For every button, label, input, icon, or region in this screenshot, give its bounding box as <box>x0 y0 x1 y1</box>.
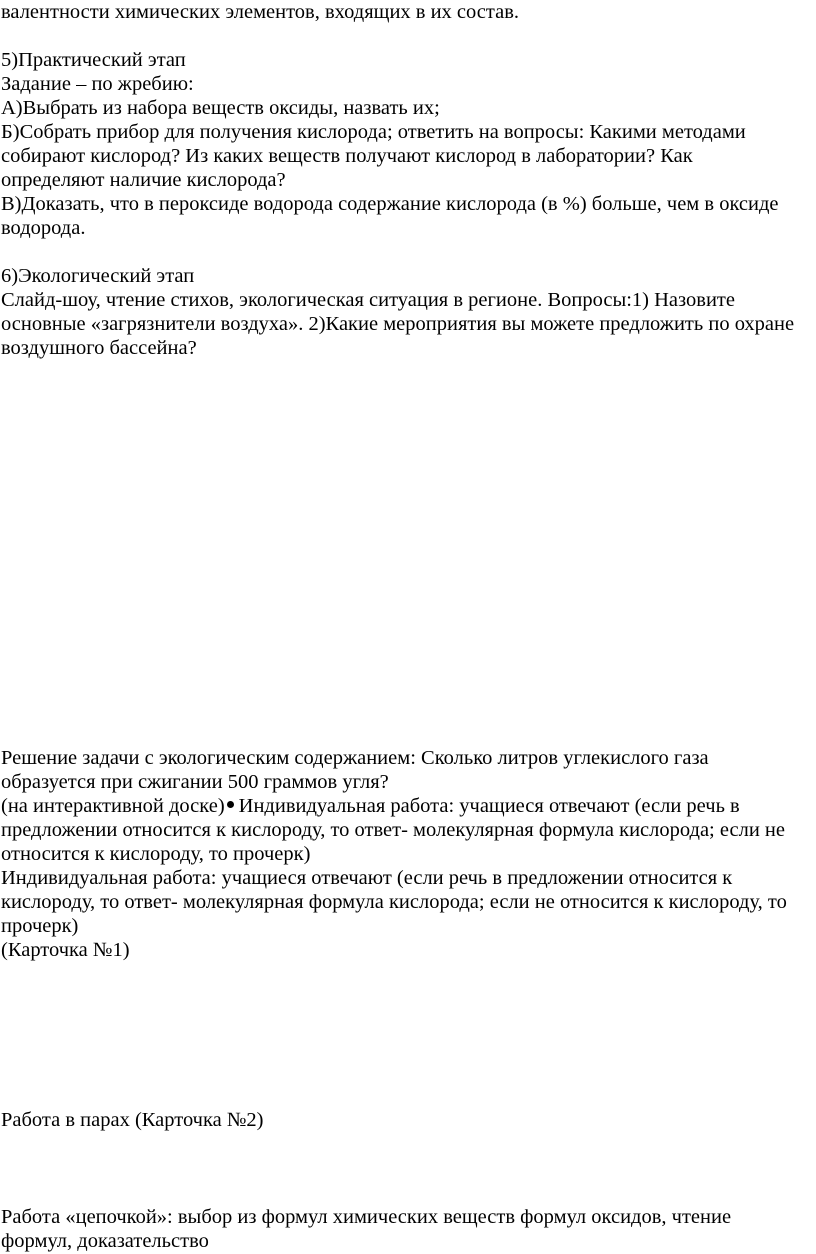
text-line: валентности химических элементов, входящих в их состав. <box>1 1 520 23</box>
text-line: Работа в парах (Карточка №2) <box>1 1109 264 1131</box>
text-line: Индивидуальная работа: учащиеся отвечают (если речь в предложении относится к <box>1 867 733 889</box>
text-line: В)Доказать, что в пероксиде водорода содержание кислорода (в %) больше, чем в оксиде <box>1 193 779 215</box>
text-line: кислороду, то ответ- молекулярная формула кислорода; если не относится к кислороду, то <box>1 891 787 913</box>
section-heading: 5)Практический этап <box>1 49 186 71</box>
text-line: воздушного бассейна? <box>1 337 197 359</box>
text-line: Решение задачи с экологическим содержанием: Сколько литров углекислого газа <box>1 747 709 769</box>
text-line: собирают кислород? Из каких веществ получают кислород в лаборатории? Как <box>1 145 693 167</box>
text-line: А)Выбрать из набора веществ оксиды, назвать их; <box>1 97 440 119</box>
text-line: Работа «цепочкой»: выбор из формул химических веществ формул оксидов, чтение <box>1 1206 732 1228</box>
bullet-icon <box>227 801 234 808</box>
text-line: определяют наличие кислорода? <box>1 169 286 191</box>
text-line: предложении относится к кислороду, то ответ- молекулярная формула кислорода; если не <box>1 819 785 841</box>
text-line: прочерк) <box>1 915 79 937</box>
text-line-with-bullet <box>1 794 815 818</box>
problem-section <box>1 746 815 962</box>
text-line: основные «загрязнители воздуха». 2)Какие мероприятия вы можете предложить по охране <box>1 313 795 335</box>
text-line: Слайд-шоу, чтение стихов, экологическая ситуация в регионе. Вопросы:1) Назовите <box>1 289 735 311</box>
text-line: формул, доказательство <box>1 1230 209 1252</box>
practical-stage-section <box>1 48 815 240</box>
text-line: относится к кислороду, то прочерк) <box>1 843 311 865</box>
ecological-stage-section <box>1 264 815 360</box>
text-line: водорода. <box>1 217 86 239</box>
chain-work-section <box>1 1205 815 1253</box>
text-line: Б)Собрать прибор для получения кислорода; ответить на вопросы: Какими методами <box>1 121 746 143</box>
text-fragment: (на интерактивной доске) <box>1 795 225 817</box>
pairs-work-section <box>1 1108 815 1132</box>
text-line: Задание – по жребию: <box>1 73 194 95</box>
text-line: образуется при сжигании 500 граммов угля? <box>1 771 389 793</box>
text-fragment: Индивидуальная работа: учащиеся отвечают (если речь в <box>238 795 740 817</box>
intro-fragment <box>1 0 815 24</box>
section-heading: 6)Экологический этап <box>1 265 195 287</box>
text-line: (Карточка №1) <box>1 939 130 961</box>
